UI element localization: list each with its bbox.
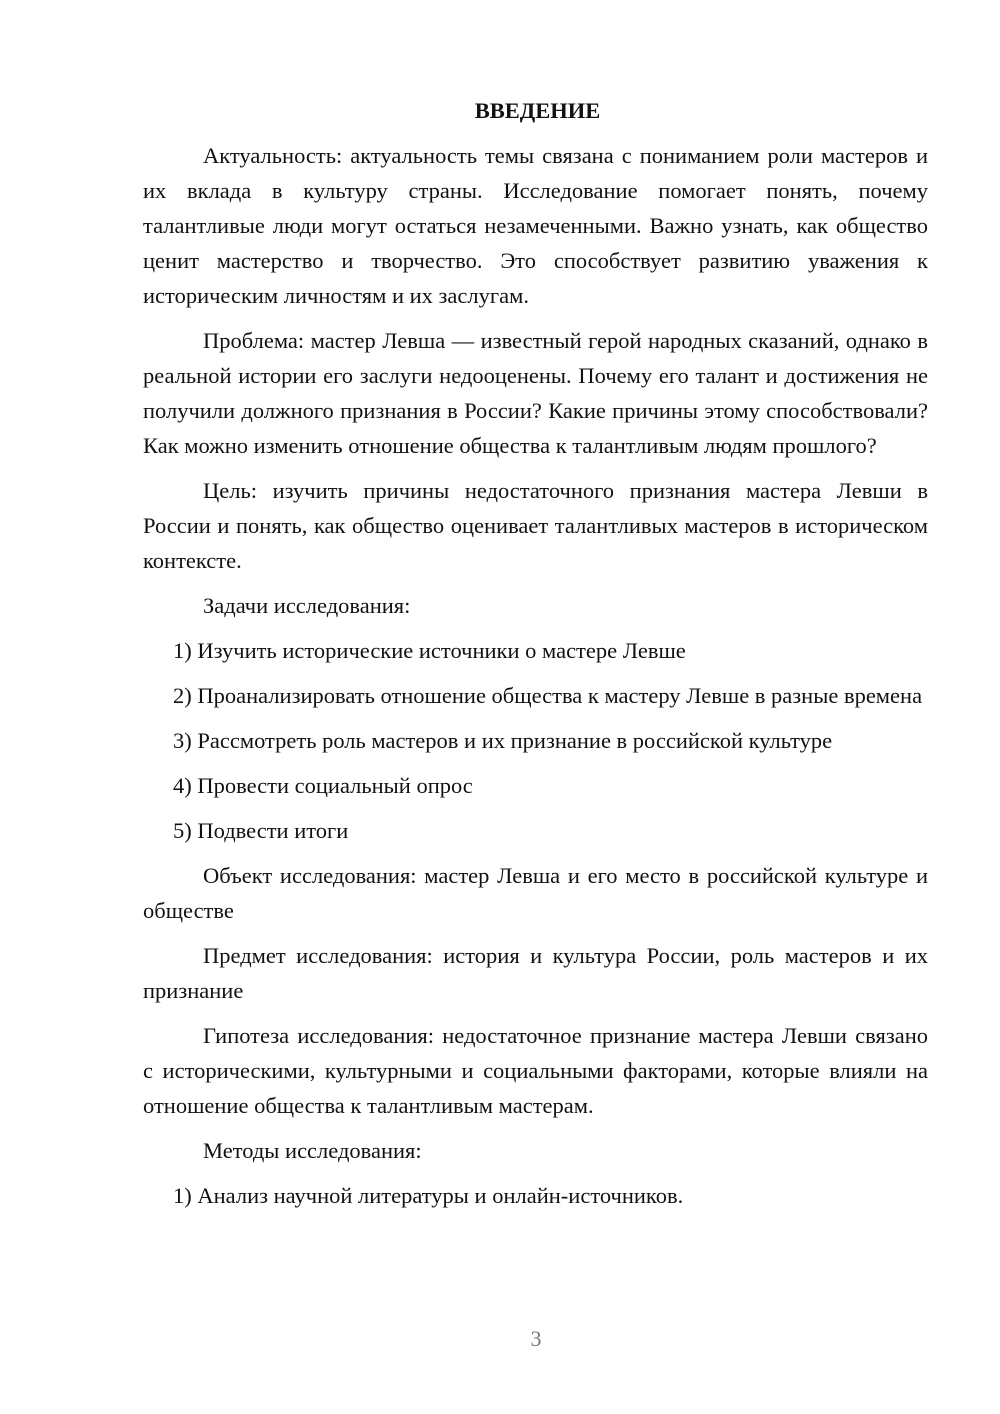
problem-paragraph: Проблема: мастер Левша — известный герой народных сказаний, однако в реальной истории его заслуги недооценены. Почему его талант и достижения не получили должного признания в России? Какие причины этому способствовали? Как можно изменить отношение общества к талантливым людям прошлого? — [143, 328, 928, 458]
task-item-3: 3) Рассмотреть роль мастеров и их признание в российской культуре — [173, 728, 833, 753]
goal-paragraph: Цель: изучить причины недостаточного признания мастера Левши в России и понять, как общество оценивает талантливых мастеров в историческом контексте. — [143, 478, 928, 573]
task-item-5: 5) Подвести итоги — [173, 818, 349, 843]
task-item-1: 1) Изучить исторические источники о мастере Левше — [173, 638, 686, 663]
page-content — [143, 93, 928, 1223]
tasks-label: Задачи исследования: — [203, 593, 411, 618]
method-item-1: 1) Анализ научной литературы и онлайн-источников. — [173, 1183, 684, 1208]
relevance-paragraph: Актуальность: актуальность темы связана с пониманием роли мастеров и их вклада в культуру страны. Исследование помогает понять, почему талантливые люди могут остаться незамеченными. Важно узнать, как общество ценит мастерство и творчество. Это способствует развитию уважения к историческим личностям и их заслугам. — [143, 143, 928, 308]
task-item-4: 4) Провести социальный опрос — [173, 773, 473, 798]
object-paragraph: Объект исследования: мастер Левша и его место в российской культуре и обществе — [143, 863, 928, 923]
task-item-2: 2) Проанализировать отношение общества к мастеру Левше в разные времена — [173, 683, 923, 708]
page-number: 3 — [530, 1326, 542, 1351]
hypothesis-paragraph: Гипотеза исследования: недостаточное признание мастера Левши связано с историческими, культурными и социальными факторами, которые влияли на отношение общества к талантливым мастерам. — [143, 1023, 928, 1118]
subject-paragraph: Предмет исследования: история и культура России, роль мастеров и их признание — [143, 943, 928, 1003]
methods-label: Методы исследования: — [203, 1138, 422, 1163]
section-heading: ВВЕДЕНИЕ — [474, 98, 601, 123]
